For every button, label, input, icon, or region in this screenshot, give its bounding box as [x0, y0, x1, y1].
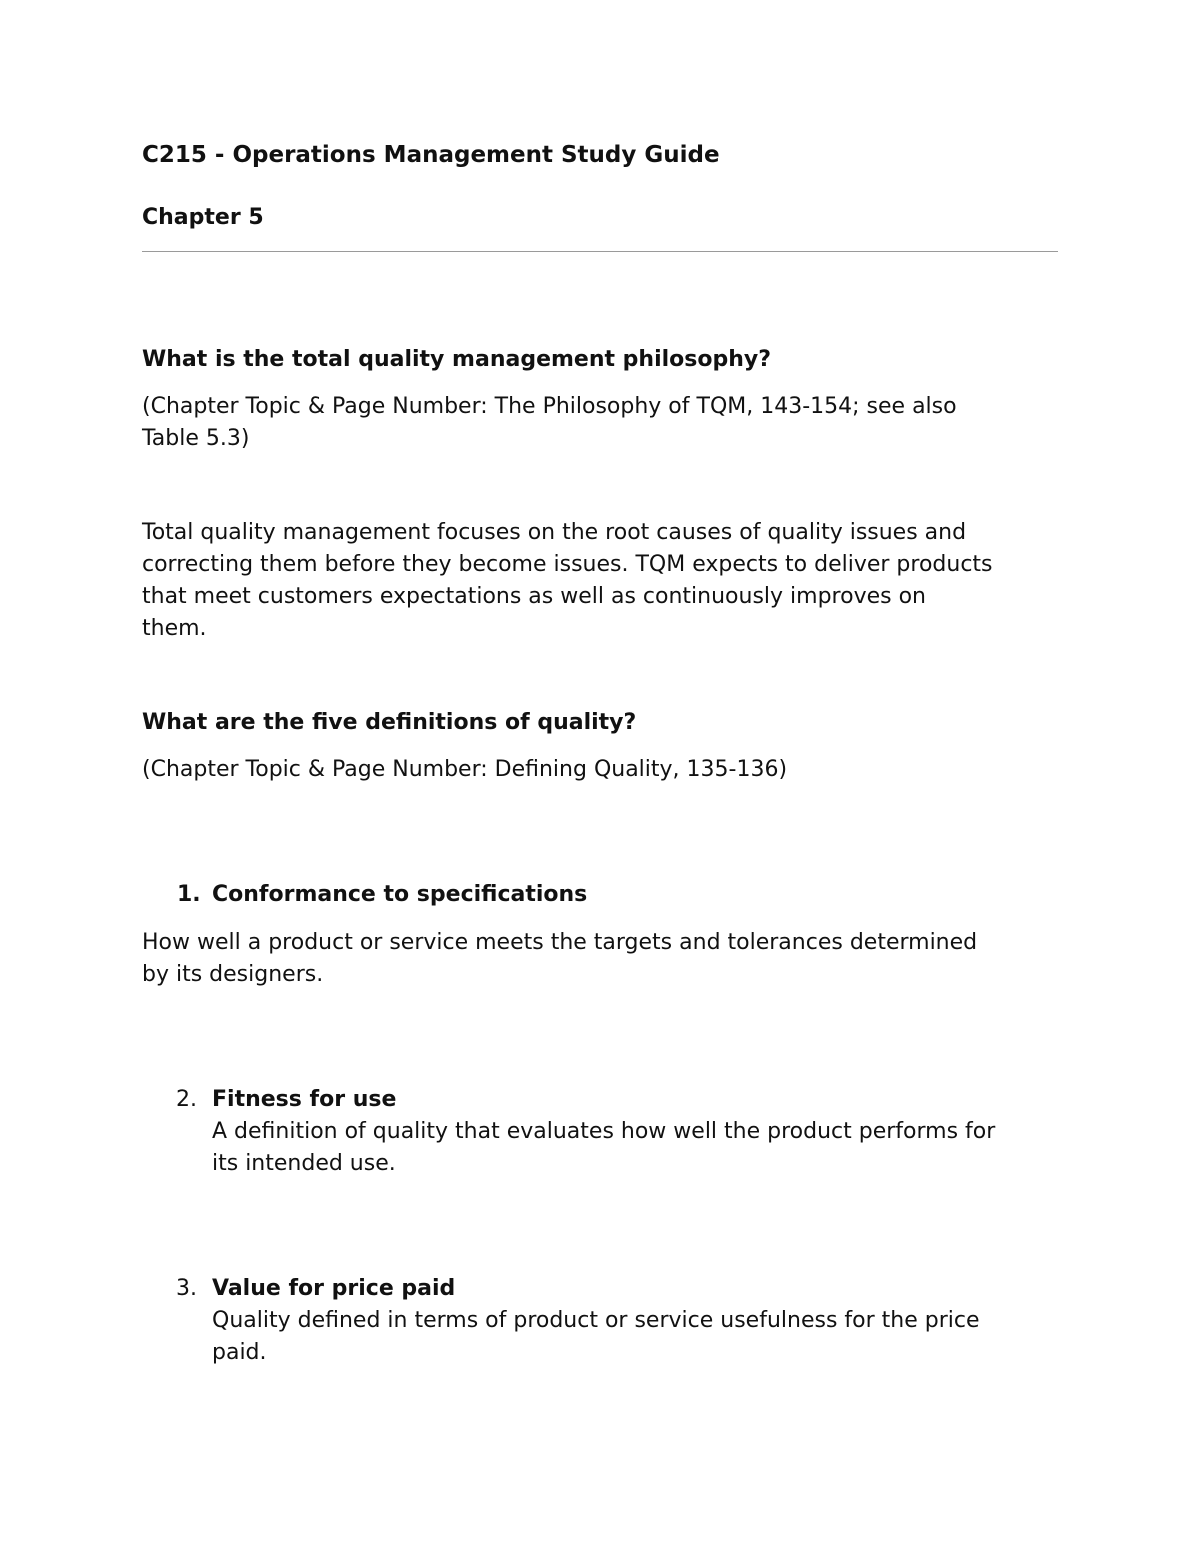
reference-line: (Chapter Topic & Page Number: The Philosophy of TQM, 143-154; see also: [142, 394, 957, 419]
definition-body: [212, 1084, 1058, 1180]
definition-term: Value for price paid: [212, 1276, 456, 1301]
description-line: Quality defined in terms of product or service usefulness for the price: [212, 1308, 980, 1333]
chapter-heading: Chapter 5: [142, 205, 264, 230]
answer-paragraph: [142, 517, 993, 645]
description-line: paid.: [212, 1340, 267, 1365]
list-number: 1.: [177, 882, 201, 907]
list-number: 3.: [176, 1276, 197, 1301]
reference-line: (Chapter Topic & Page Number: Defining Quality, 135-136): [142, 757, 788, 782]
question-tqm-philosophy: What is the total quality management philosophy?: [142, 347, 772, 372]
document-title: C215 - Operations Management Study Guide: [142, 142, 720, 168]
answer-line: correcting them before they become issues. TQM expects to deliver products: [142, 552, 993, 577]
description-line: by its designers.: [142, 962, 324, 987]
answer-line: that meet customers expectations as well as continuously improves on: [142, 584, 926, 609]
definition-body: [212, 1273, 1058, 1369]
question-five-definitions: What are the five definitions of quality?: [142, 710, 637, 735]
definition-term: Conformance to specifications: [212, 882, 588, 907]
answer-line: Total quality management focuses on the root causes of quality issues and: [142, 520, 967, 545]
answer-line: them.: [142, 616, 207, 641]
horizontal-divider: [142, 251, 1058, 252]
definition-term: Fitness for use: [212, 1087, 397, 1112]
reference-line: Table 5.3): [142, 426, 250, 451]
description-line: How well a product or service meets the targets and tolerances determined: [142, 930, 978, 955]
definition-description: [142, 927, 977, 991]
list-number: 2.: [176, 1087, 197, 1112]
description-line: its intended use.: [212, 1151, 396, 1176]
description-line: A definition of quality that evaluates how well the product performs for: [212, 1119, 996, 1144]
